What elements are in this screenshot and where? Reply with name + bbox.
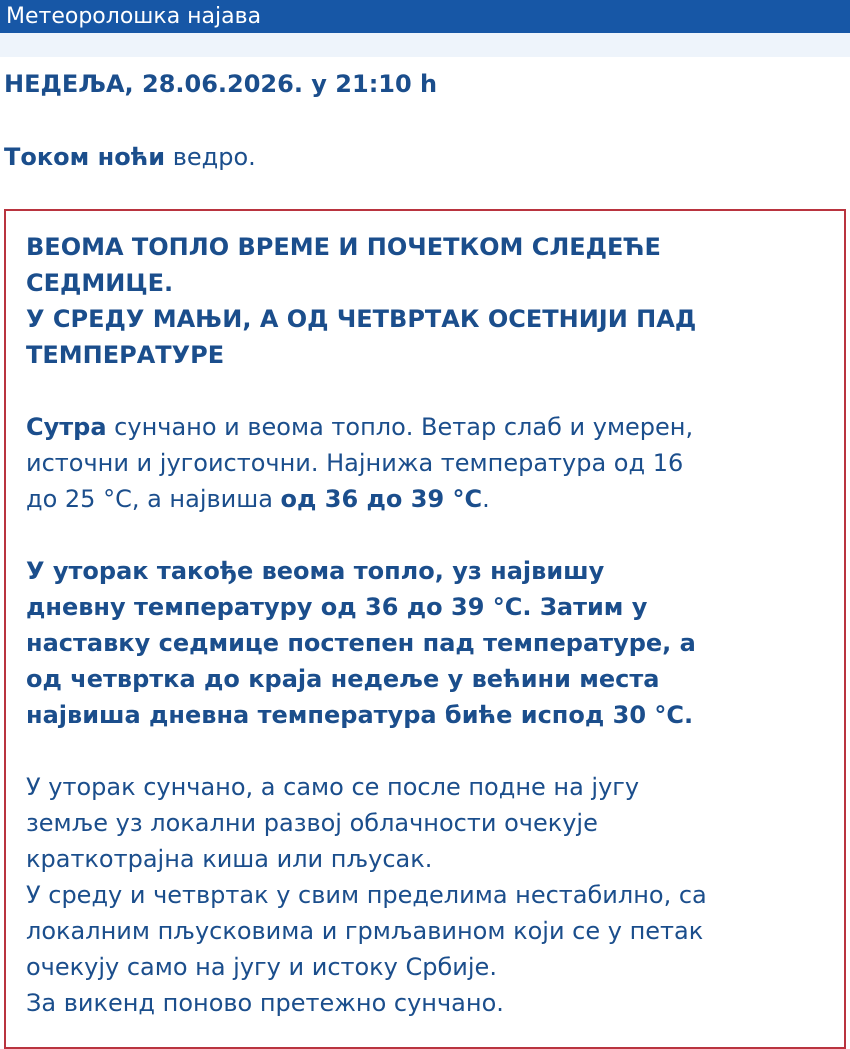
warning-headline — [26, 229, 836, 373]
outlook-line: очекују само на југу и истоку Србије. — [26, 953, 497, 981]
tomorrow-line-3a: до 25 °C, а највиша — [26, 485, 281, 513]
headline-line: ВЕОМА ТОПЛО ВРЕМЕ И ПОЧЕТКОМ СЛЕДЕЋЕ — [26, 233, 661, 261]
warning-box — [4, 209, 846, 1049]
outlook-line: У среду и четвртак у свим пределима нестабилно, са — [26, 881, 707, 909]
tuesday-line: У уторак такође веома топло, уз највишу — [26, 557, 605, 585]
outlook-line: краткотрајна киша или пљусак. — [26, 845, 433, 873]
tomorrow-line-3c: . — [482, 485, 490, 513]
tuesday-line: од четвртка до краја недеље у већини места — [26, 665, 660, 693]
warning-content — [26, 229, 836, 1021]
forecast-title-bar — [0, 0, 850, 33]
tonight-forecast — [4, 139, 256, 175]
tomorrow-forecast — [26, 409, 836, 517]
headline-line: ТЕМПЕРАТУРЕ — [26, 341, 225, 369]
tuesday-forecast — [26, 553, 836, 733]
tuesday-line: дневну температуру од 36 до 39 °C. Затим у — [26, 593, 648, 621]
tonight-lead: Током ноћи — [4, 143, 166, 171]
title-underline-strip — [0, 33, 850, 57]
outlook-line: У уторак сунчано, а само се после подне на југу — [26, 773, 640, 801]
tomorrow-line-1: сунчано и веома топло. Ветар слаб и умерен, — [106, 413, 694, 441]
forecast-datetime: НЕДЕЉА, 28.06.2026. у 21:10 h — [4, 70, 438, 98]
outlook-line: земље уз локални развој облачности очекује — [26, 809, 598, 837]
tomorrow-line-2: источни и југоисточни. Најнижа температура од 16 — [26, 449, 684, 477]
forecast-title: Метеоролошка најава — [6, 4, 262, 29]
tomorrow-max-temp: од 36 до 39 °C — [280, 485, 483, 513]
tuesday-line: највиша дневна температура биће испод 30 °C. — [26, 701, 694, 729]
tonight-text: ведро. — [165, 143, 256, 171]
outlook-line: локалним пљусковима и грмљавином који се у петак — [26, 917, 704, 945]
tuesday-line: наставку седмице постепен пад температуре, а — [26, 629, 696, 657]
headline-line: У СРЕДУ МАЊИ, А ОД ЧЕТВРТАК ОСЕТНИЈИ ПАД — [26, 305, 697, 333]
outlook-line: За викенд поново претежно сунчано. — [26, 989, 504, 1017]
outlook-forecast — [26, 769, 836, 1021]
headline-line: СЕДМИЦЕ. — [26, 269, 174, 297]
tomorrow-lead: Сутра — [26, 413, 107, 441]
